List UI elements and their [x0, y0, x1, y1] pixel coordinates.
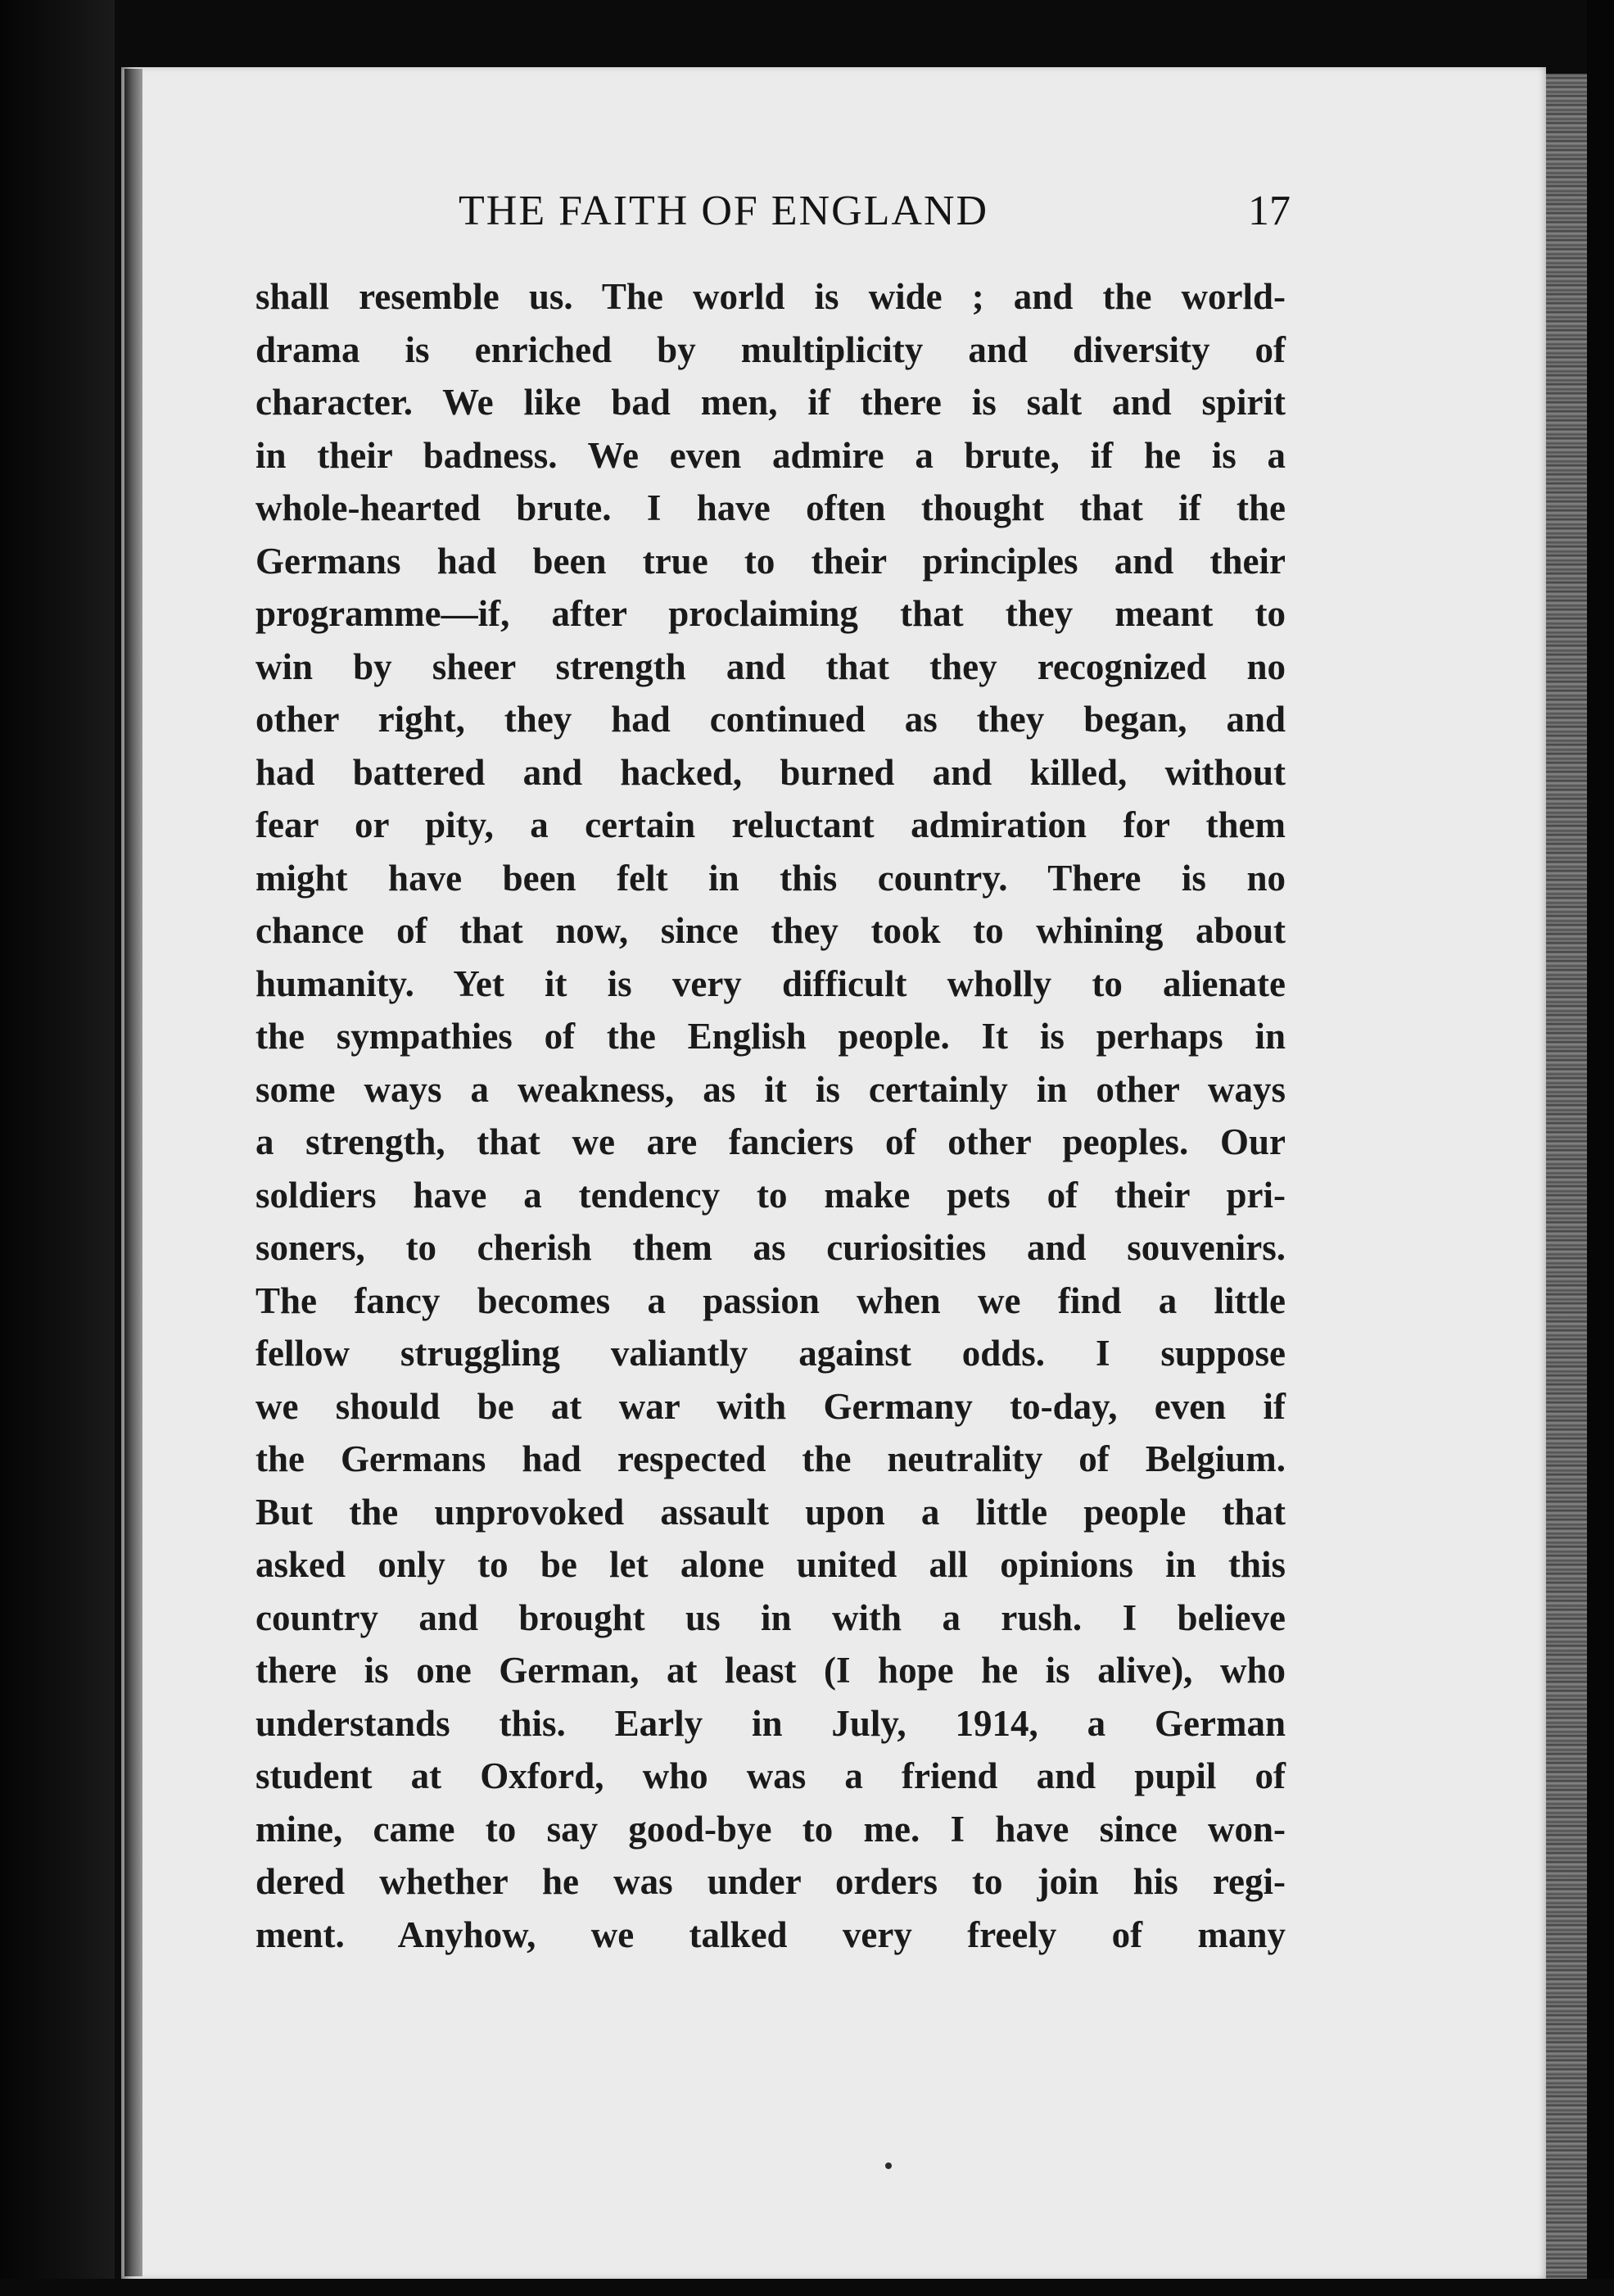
text-line: whole-hearted brute. I have often thought that if the	[255, 487, 1286, 528]
running-head: THE FAITH OF ENGLAND	[459, 188, 989, 234]
text-line: student at Oxford, who was a friend and pupil of	[255, 1755, 1286, 1796]
scan-left-margin	[0, 0, 115, 2296]
text-line: The fancy becomes a passion when we find a little	[255, 1279, 1286, 1321]
text-line: dered whether he was under orders to join his regi-	[255, 1861, 1286, 1902]
text-line: some ways a weakness, as it is certainly in other ways	[255, 1068, 1286, 1110]
page-number: 17	[1248, 188, 1291, 234]
text-line: understands this. Early in July, 1914, a German	[255, 1702, 1286, 1744]
text-line: fear or pity, a certain reluctant admiration for them	[255, 804, 1286, 845]
text-line: shall resemble us. The world is wide ; and the world-	[255, 276, 1286, 317]
text-line: humanity. Yet it is very difficult wholly to alienate	[255, 962, 1286, 1004]
text-line: ment. Anyhow, we talked very freely of many	[255, 1913, 1286, 1955]
text-line: chance of that now, since they took to whining about	[255, 910, 1286, 951]
text-line: country and brought us in with a rush. I believe	[255, 1596, 1286, 1638]
text-line: fellow struggling valiantly against odds. I suppose	[255, 1333, 1286, 1374]
text-line: drama is enriched by multiplicity and diversity of	[255, 328, 1286, 370]
scan-right-margin	[1587, 0, 1614, 2296]
text-line: had battered and hacked, burned and killed, without	[255, 751, 1286, 793]
text-line: mine, came to say good-bye to me. I have since won-	[255, 1808, 1286, 1850]
text-line: character. We like bad men, if there is salt and spirit	[255, 382, 1286, 423]
ink-speck	[885, 2162, 892, 2169]
page-binding-edge	[124, 69, 142, 2276]
text-line: soldiers have a tendency to make pets of their pri-	[255, 1174, 1286, 1216]
text-line: Germans had been true to their principles and their	[255, 540, 1286, 582]
page-stack-edge	[1546, 74, 1587, 2285]
text-line: soners, to cherish them as curiosities and souvenirs.	[255, 1227, 1286, 1268]
scan-bottom-margin	[0, 2279, 1614, 2296]
text-line: a strength, that we are fanciers of other peoples. Our	[255, 1121, 1286, 1162]
text-line: other right, they had continued as they began, and	[255, 699, 1286, 740]
text-line: win by sheer strength and that they recognized no	[255, 645, 1286, 687]
text-line: the sympathies of the English people. It is perhaps in	[255, 1016, 1286, 1057]
text-line: asked only to be let alone united all opinions in this	[255, 1544, 1286, 1585]
text-line: in their badness. We even admire a brute, if he is a	[255, 434, 1286, 476]
text-line: the Germans had respected the neutrality of Belgium.	[255, 1438, 1286, 1479]
text-line: But the unprovoked assault upon a little people that	[255, 1491, 1286, 1533]
text-line: might have been felt in this country. There is no	[255, 857, 1286, 899]
body-text	[255, 270, 1286, 1961]
text-line: we should be at war with Germany to-day, even if	[255, 1385, 1286, 1427]
text-line: programme—if, after proclaiming that they meant to	[255, 593, 1286, 634]
text-line: there is one German, at least (I hope he is alive), who	[255, 1650, 1286, 1691]
